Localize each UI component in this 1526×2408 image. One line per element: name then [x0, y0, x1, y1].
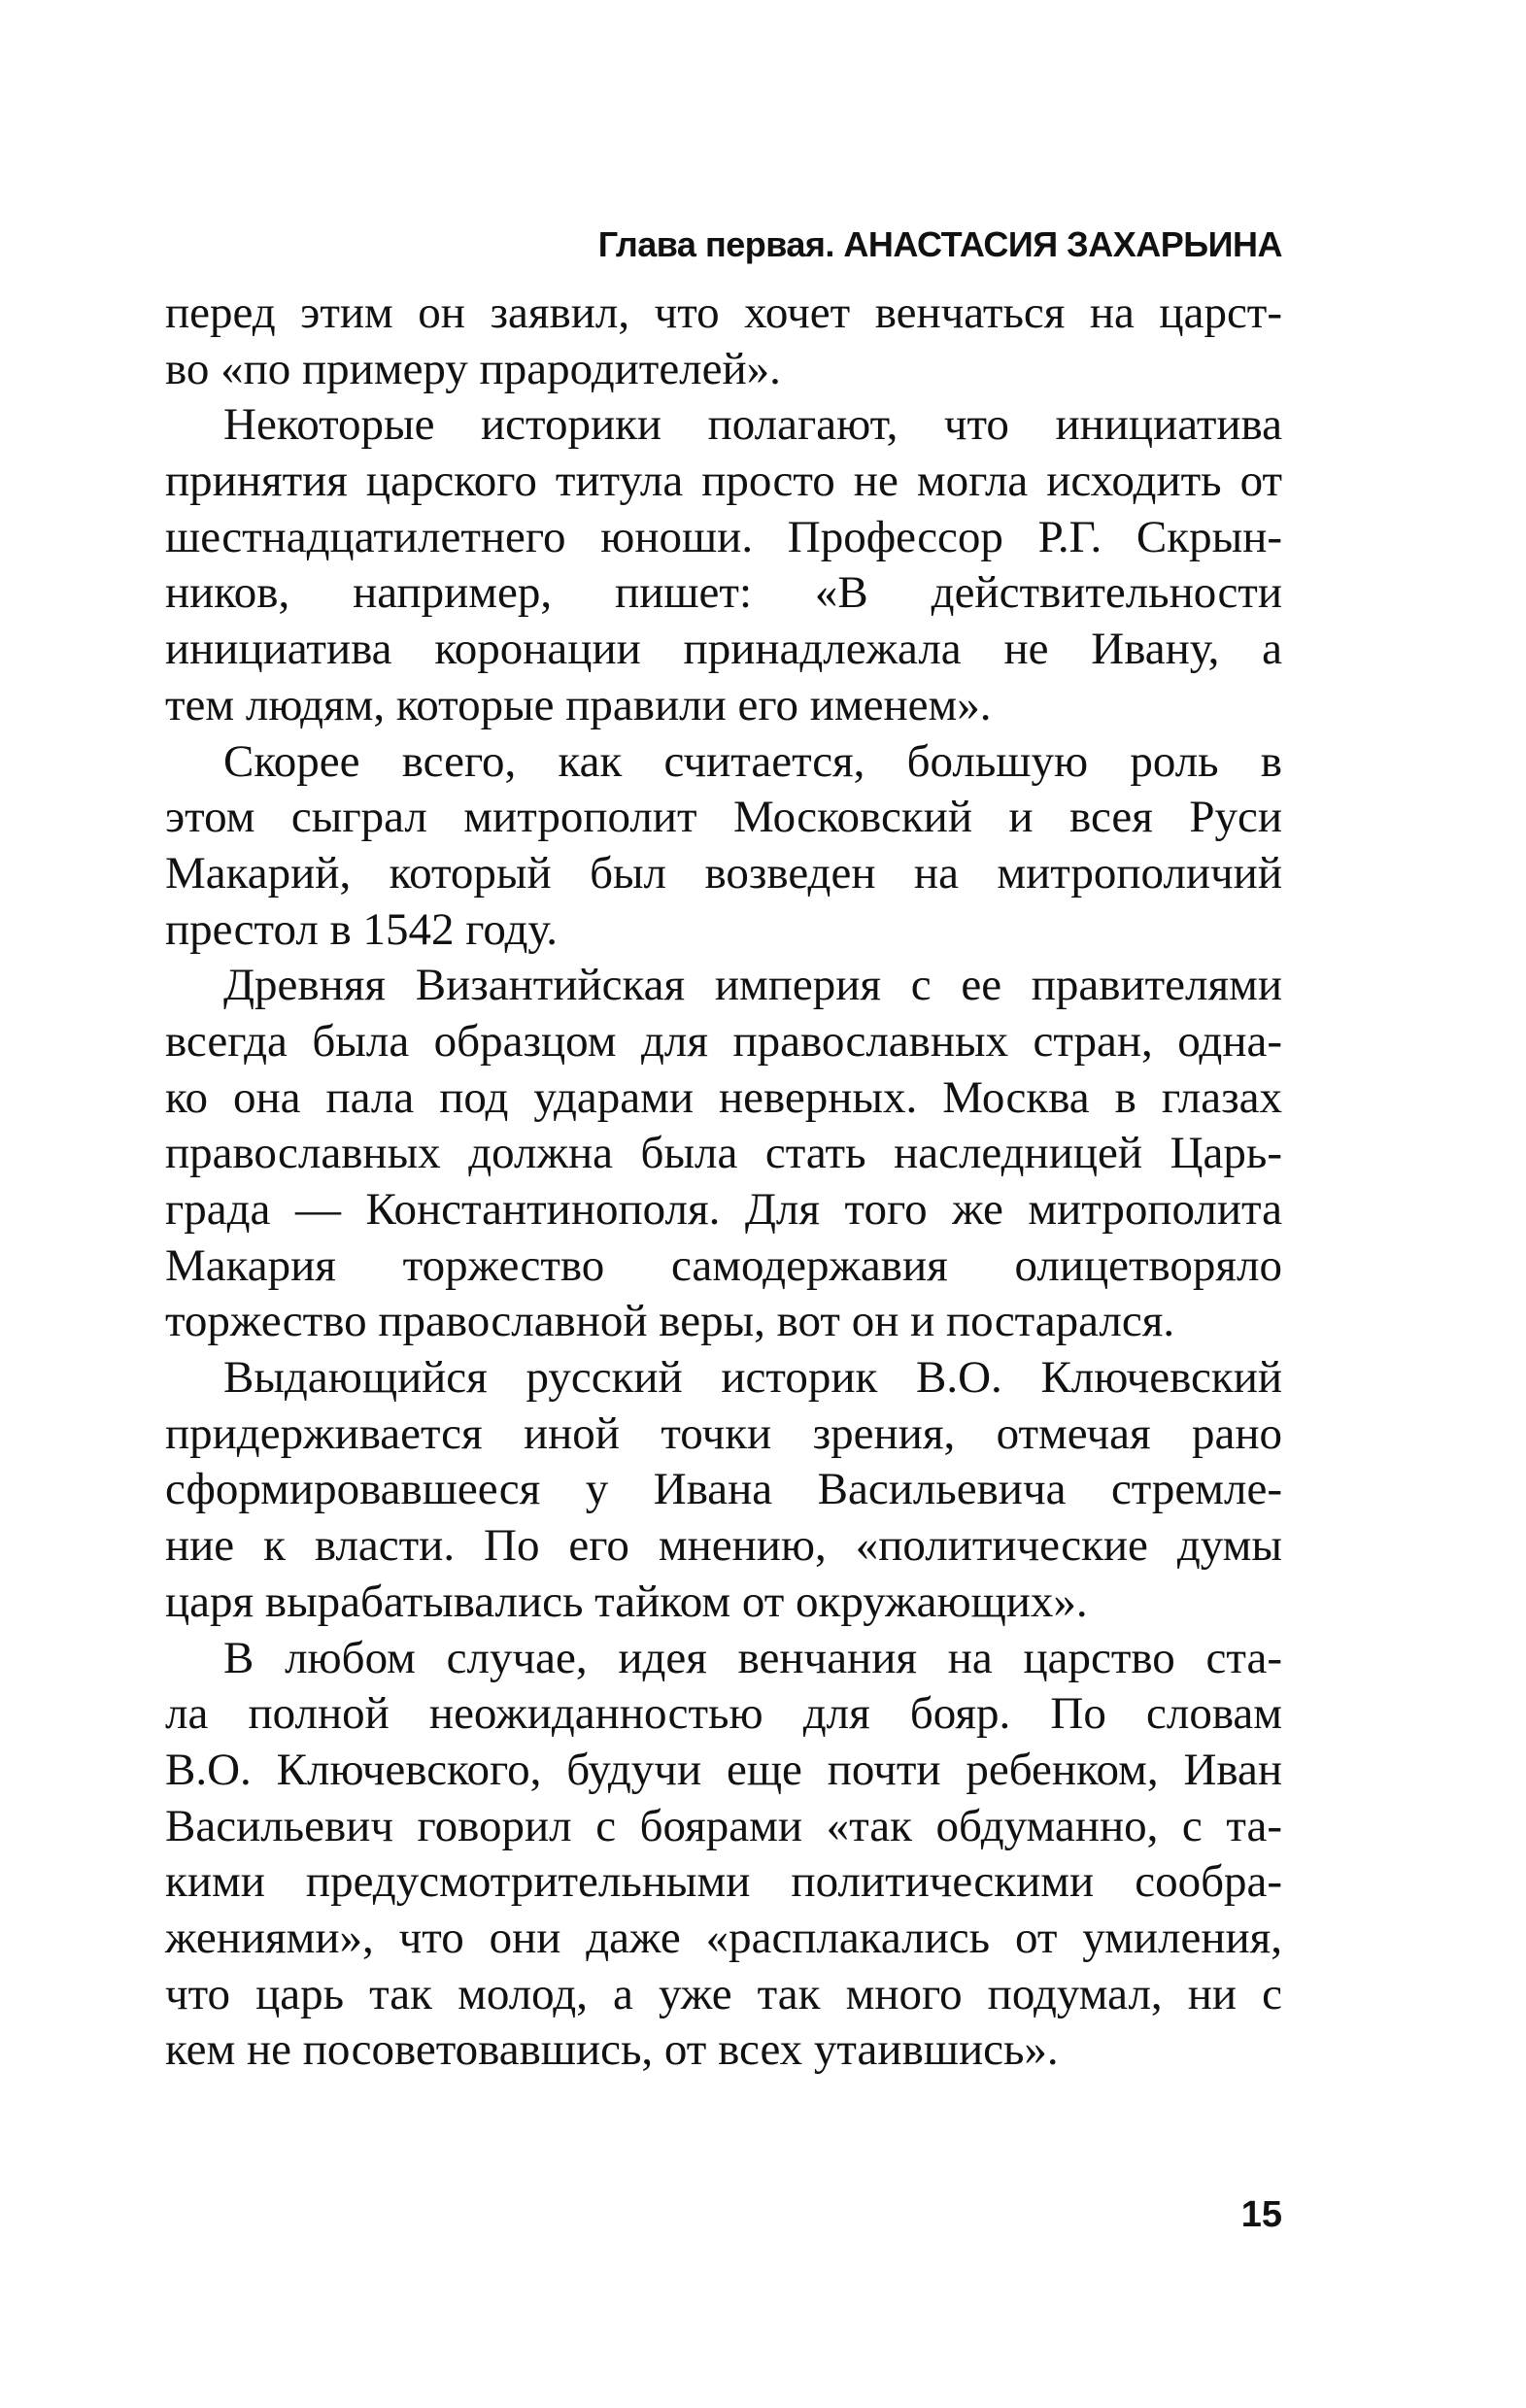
text-line: Макарий, который был возведен на митрополичий	[165, 847, 1282, 899]
text-line: всегда была образцом для православных стран, одна-	[165, 1015, 1282, 1067]
text-line: кем не посоветовавшись, от всех утаившись».	[165, 2024, 1059, 2076]
text-line: инициатива коронации принадлежала не Ивану, а	[165, 624, 1282, 675]
text-line: В.О. Ключевского, будучи еще почти ребенком, Иван	[165, 1744, 1282, 1795]
text-line: Некоторые историки полагают, что инициатива	[223, 399, 1282, 451]
text-line: сформировавшееся у Ивана Васильевича стремле-	[165, 1464, 1282, 1515]
text-line: ко она пала под ударами неверных. Москва в глазах	[165, 1071, 1282, 1123]
text-line: Скорее всего, как считается, большую роль в	[223, 735, 1282, 787]
text-line: Васильевич говорил с боярами «так обдуманно, с та-	[165, 1800, 1282, 1851]
text-line: торжество православной веры, вот он и постарался.	[165, 1296, 1175, 1347]
text-line: Древняя Византийская империя с ее правителями	[223, 960, 1282, 1011]
text-line: кими предусмотрительными политическими сообра-	[165, 1856, 1282, 1908]
text-line: ние к власти. По его мнению, «политические думы	[165, 1520, 1282, 1572]
text-line: придерживается иной точки зрения, отмечая рано	[165, 1407, 1282, 1459]
page-number: 15	[1240, 2194, 1282, 2235]
text-line: царя вырабатывались тайком от окружающих».	[165, 1576, 1088, 1627]
text-line: тем людям, которые правили его именем».	[165, 679, 992, 730]
text-line: что царь так молод, а уже так много подумал, ни с	[165, 1968, 1282, 2019]
text-line: этом сыграл митрополит Московский и всея Руси	[165, 792, 1282, 843]
text-line: шестнадцатилетнего юноши. Профессор Р.Г. Скрын-	[165, 511, 1282, 562]
text-line: В любом случае, идея венчания на царство ста-	[223, 1632, 1282, 1683]
text-line: во «по примеру прародителей».	[165, 343, 781, 394]
text-line: перед этим он заявил, что хочет венчаться на царст-	[165, 288, 1282, 338]
text-line: жениями», что они даже «расплакались от умиления,	[165, 1912, 1282, 1963]
text-line: Макария торжество самодержавия олицетворяло	[165, 1239, 1282, 1291]
text-line: принятия царского титула просто не могла исходить от	[165, 456, 1282, 507]
text-line: Выдающийся русский историк В.О. Ключевский	[223, 1352, 1282, 1404]
text-line: ников, например, пишет: «В действительности	[165, 567, 1282, 619]
text-line: ла полной неожиданностью для бояр. По словам	[165, 1688, 1282, 1740]
text-line: престол в 1542 году.	[165, 903, 558, 955]
body-text	[165, 286, 1282, 2079]
text-line: православных должна была стать наследницей Царь-	[165, 1128, 1282, 1179]
chapter-running-header: Глава первая. АНАСТАСИЯ ЗАХАРЬИНА	[597, 224, 1282, 264]
text-line: града — Константинополя. Для того же митрополита	[165, 1184, 1282, 1235]
